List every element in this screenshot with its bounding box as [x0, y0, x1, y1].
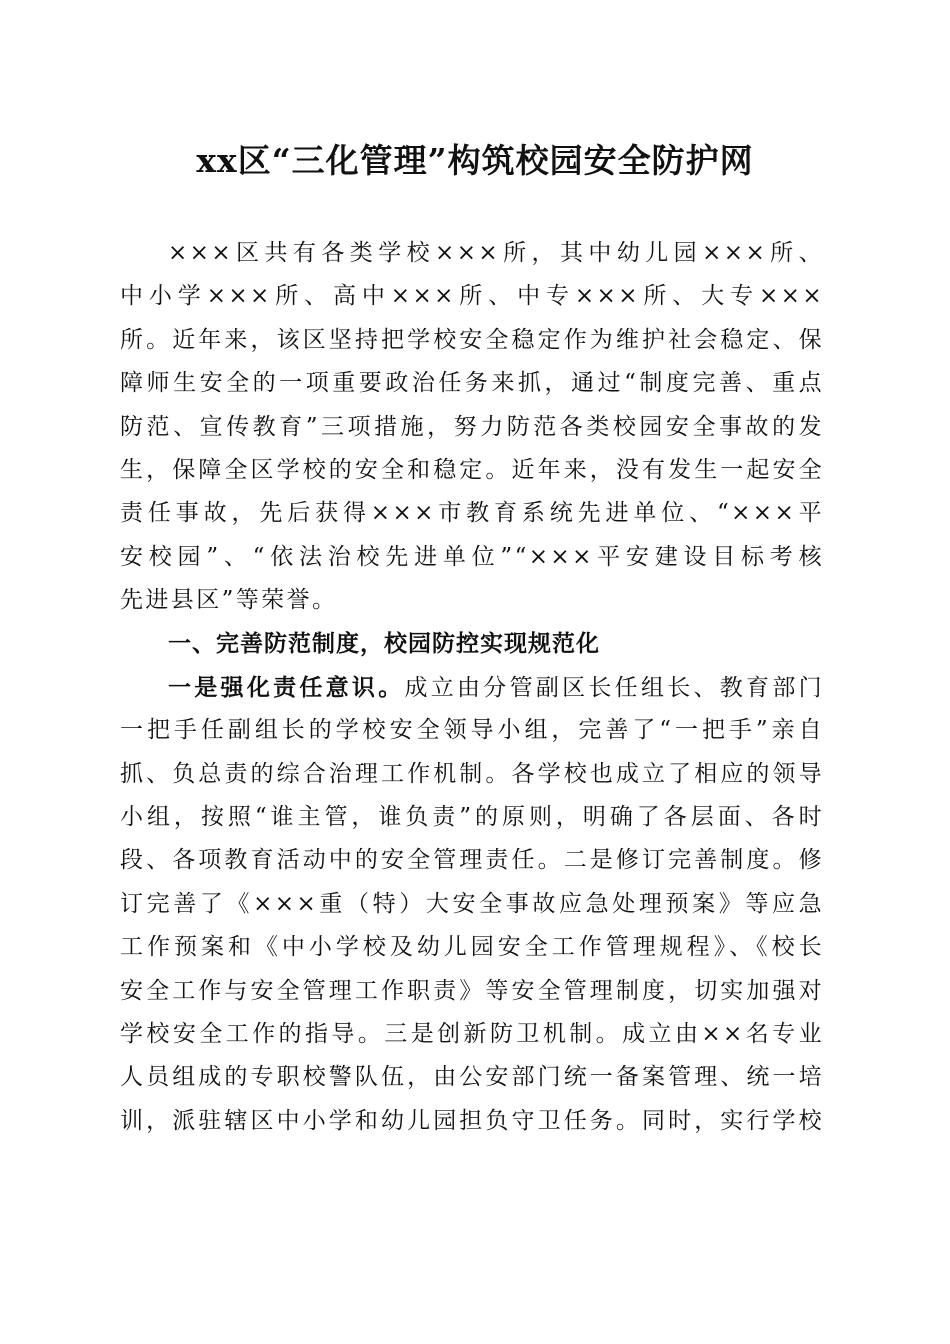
paragraph-first-line [120, 666, 824, 709]
paragraph-line: 学校安全工作的指导。三是创新防卫机制。成立由××名专业 [120, 1021, 824, 1048]
paragraph-line: 所。近年来，该区坚持把学校安全稳定作为维护社会稳定、保 [120, 326, 824, 353]
paragraph-line: 中小学×××所、高中×××所、中专×××所、大专××× [120, 283, 824, 310]
section-paragraph [120, 666, 824, 1143]
lead-phrase: 一是强化责任意识。 [168, 673, 405, 701]
paragraph-line: 段、各项教育活动中的安全管理责任。二是修订完善制度。修 [120, 847, 824, 874]
paragraph-line: 人员组成的专职校警队伍，由公安部门统一备案管理、统一培 [120, 1064, 824, 1091]
paragraph-line: 订完善了《×××重（特）大安全事故应急处理预案》等应急 [120, 890, 824, 917]
paragraph-line: 小组，按照“谁主管，谁负责”的原则，明确了各层面、各时 [120, 804, 824, 831]
paragraph-line: 安校园”、“依法治校先进单位”“×××平安建设目标考核 [120, 543, 824, 570]
paragraph-line: 生，保障全区学校的安全和稳定。近年来，没有发生一起安全 [120, 456, 824, 483]
paragraph-text: 成立由分管副区长任组长、教育部门 [404, 674, 824, 701]
paragraph-line: 一把手任副组长的学校安全领导小组，完善了“一把手”亲自 [120, 717, 824, 744]
paragraph-line: 抓、负总责的综合治理工作机制。各学校也成立了相应的领导 [120, 760, 824, 787]
paragraph-line: ×××区共有各类学校×××所，其中幼儿园×××所、 [168, 240, 824, 266]
paragraph-line: 训，派驻辖区中小学和幼儿园担负守卫任务。同时，实行学校 [120, 1107, 824, 1134]
document-body [120, 232, 824, 1143]
paragraph-line: 防范、宣传教育”三项措施，努力防范各类校园安全事故的发 [120, 413, 824, 440]
paragraph-line: 工作预案和《中小学校及幼儿园安全工作管理规程》、《校长 [120, 934, 824, 961]
paragraph-line: 障师生安全的一项重要政治任务来抓，通过“制度完善、重点 [120, 370, 824, 397]
document-title: xx区“三化管理”构筑校园安全防护网 [196, 141, 754, 180]
intro-paragraph [120, 232, 824, 623]
paragraph-line: 安全工作与安全管理工作职责》等安全管理制度，切实加强对 [120, 977, 824, 1004]
paragraph-line: 先进县区”等荣誉。 [120, 587, 338, 614]
section-heading: 一、完善防范制度，校园防控实现规范化 [168, 630, 600, 657]
paragraph-line: 责任事故，先后获得×××市教育系统先进单位、“×××平 [120, 500, 824, 527]
